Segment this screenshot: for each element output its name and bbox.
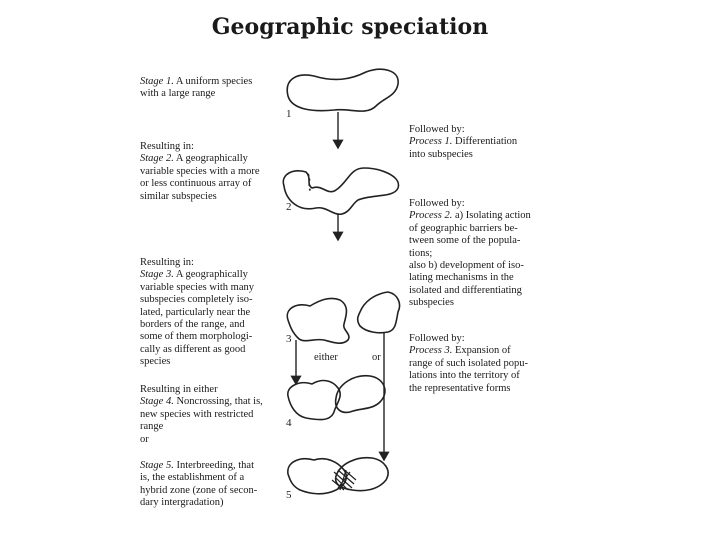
- process-3-line: range of such isolated popu-: [409, 357, 528, 369]
- stage-3-line: A geographically: [175, 269, 248, 281]
- stage-3-line: some of them morphologi-: [140, 331, 253, 343]
- either-label: either: [314, 352, 338, 363]
- process-3-line: the representative forms: [409, 382, 511, 394]
- process-1-label: Process 1.: [409, 136, 453, 148]
- followed-by-label: Followed by:: [409, 198, 465, 209]
- stage-3-line: cally as different as good: [140, 343, 246, 355]
- process-2-line: tween some of the popula-: [409, 235, 521, 247]
- stage-4-line: range: [140, 421, 164, 433]
- stage-number: 2: [286, 201, 292, 213]
- stage-3-line: species: [140, 356, 171, 368]
- stage-5-line: is, the establishment of a: [140, 472, 245, 484]
- process-3-line: Expansion of: [454, 345, 511, 357]
- process-2-line: a) Isolating action: [454, 210, 531, 222]
- stage-5-line: hybrid zone (zone of secon-: [140, 484, 258, 496]
- stage-3-label: Stage 3.: [140, 269, 174, 281]
- process-2-label: Process 2.: [409, 210, 453, 222]
- stage-3-line: borders of the range, and: [140, 319, 245, 331]
- process-2-line: isolated and differentiating: [409, 284, 522, 296]
- process-3-line: lations into the territory of: [409, 370, 520, 382]
- stage-3-range-right: [358, 292, 400, 333]
- followed-by-label: Followed by:: [409, 333, 465, 344]
- resulting-in-label: Resulting in:: [140, 257, 194, 268]
- process-2-line: of geographic barriers be-: [409, 222, 518, 234]
- stage-1-line: with a large range: [140, 88, 216, 100]
- process-2-line: also b) development of iso-: [409, 260, 524, 272]
- process-1-line: Differentiation: [454, 136, 518, 148]
- stage-2-line: or less continuous array of: [140, 178, 252, 190]
- stage-5-label: Stage 5.: [140, 460, 174, 471]
- stage-number: 4: [286, 417, 292, 429]
- stage-4-line: Noncrossing, that is,: [176, 396, 263, 408]
- stage-number: 5: [286, 489, 292, 501]
- stage-5-line: dary intergradation): [140, 497, 224, 509]
- stage-2-label: Stage 2.: [140, 153, 174, 165]
- process-2-line: lating mechanisms in the: [409, 272, 514, 284]
- followed-by-label: Followed by:: [409, 124, 465, 135]
- resulting-in-either-label: Resulting in either: [140, 384, 218, 395]
- stage-1-range: [287, 69, 398, 111]
- stage-4-line: new species with restricted: [140, 408, 254, 420]
- stage-5-line: Interbreeding, that: [176, 460, 255, 471]
- stage-3-range-left: [287, 298, 349, 343]
- stage-5-range-a: [288, 459, 347, 494]
- process-2-line: tions;: [409, 247, 433, 259]
- stage-3-line: lated, particularly near the: [140, 306, 251, 318]
- stage-4-label: Stage 4.: [140, 396, 174, 408]
- stage-2-line: A geographically: [175, 153, 248, 165]
- resulting-in-label: Resulting in:: [140, 141, 194, 152]
- stage-3-line: subspecies completely iso-: [140, 294, 253, 306]
- process-3-label: Process 3.: [409, 345, 453, 357]
- page-title: Geographic speciation: [211, 14, 489, 40]
- stage-2-line: similar subspecies: [140, 190, 217, 202]
- process-2-line: subspecies: [409, 297, 454, 309]
- stage-number: 3: [286, 333, 292, 345]
- stage-4-range-b: [336, 376, 385, 413]
- stage-2-line: variable species with a more: [140, 165, 260, 177]
- stage-number: 1: [286, 108, 292, 120]
- process-1-line: into subspecies: [409, 148, 473, 160]
- or-label: or: [372, 352, 381, 363]
- stage-2-range: [283, 168, 398, 214]
- stage-3-line: variable species with many: [140, 281, 255, 293]
- stage-1-label: Stage 1.: [140, 76, 174, 87]
- stage-4-range-a: [288, 381, 340, 420]
- stage-or-label: or: [140, 433, 149, 445]
- stage-1-line: A uniform species: [175, 76, 253, 87]
